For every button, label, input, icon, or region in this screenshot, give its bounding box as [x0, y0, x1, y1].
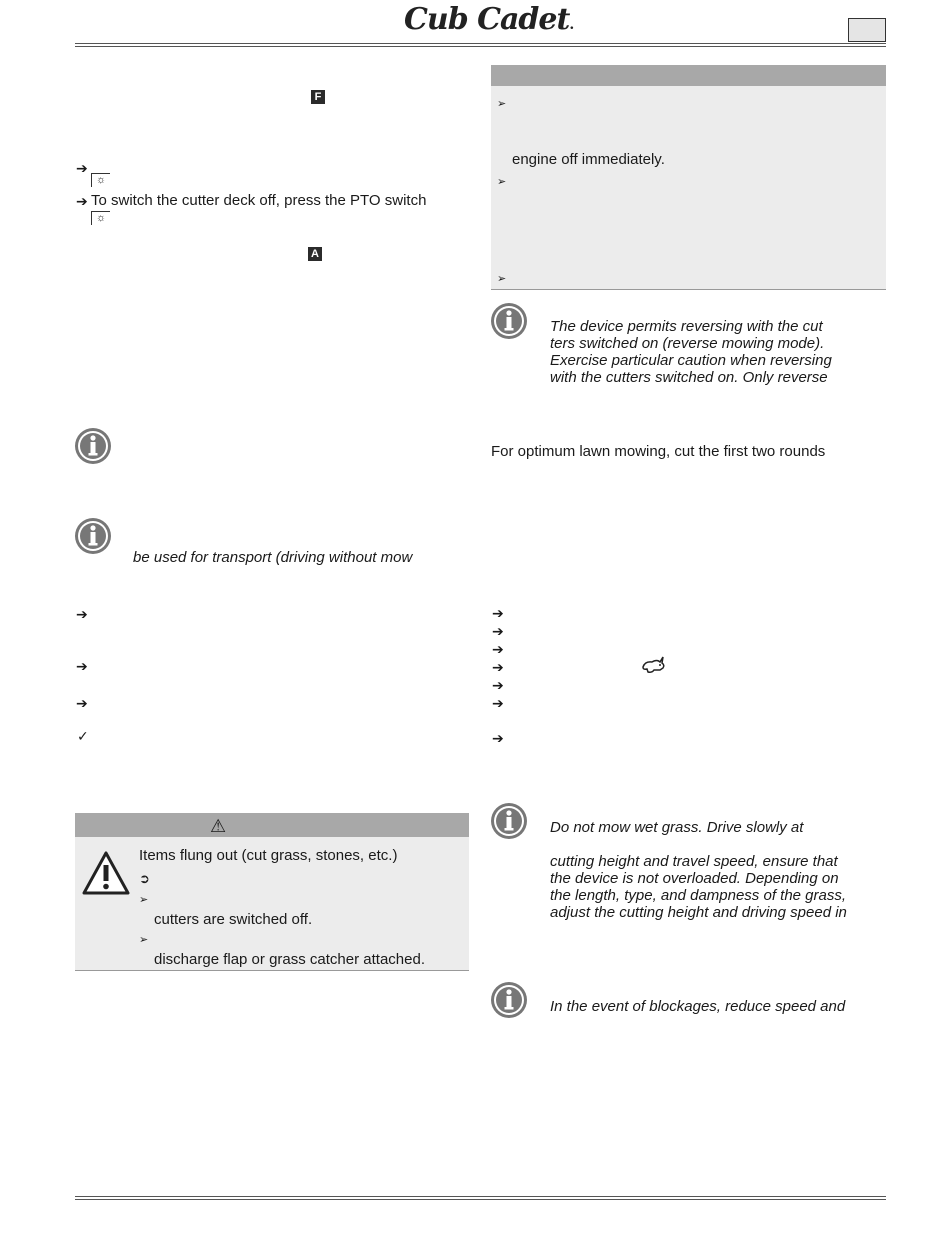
chevron-bullet: ➢ — [139, 894, 149, 906]
arrow-bullet: ➔ — [76, 658, 88, 674]
info-reverse-line4: with the cutters switched on. Only reverse — [550, 369, 828, 386]
arrow-bullet: ➔ — [76, 193, 88, 209]
chevron-bullet: ➢ — [139, 934, 149, 946]
switch-off-instruction: To switch the cutter deck off, press the PTO switch — [91, 192, 427, 209]
info-wet-grass-line3: the device is not overloaded. Depending on — [550, 870, 839, 887]
footer-rule — [75, 1196, 886, 1197]
info-wet-grass-line4: the length, type, and dampness of the grass, — [550, 887, 847, 904]
checkmark-result: ✓ — [77, 728, 89, 744]
arrow-bullet: ➔ — [492, 677, 504, 693]
mowing-paragraph: For optimum lawn mowing, cut the first two rounds — [491, 443, 826, 460]
info-wet-grass-line5: adjust the cutting height and driving speed in — [550, 904, 847, 921]
brand-logo: Cub Cadet. — [404, 2, 574, 37]
arrow-bullet: ➔ — [492, 641, 504, 657]
warning-triangle-icon: ⚠ — [210, 816, 227, 836]
warning-line-flung: Items flung out (cut grass, stones, etc.) — [139, 847, 398, 864]
arrow-bullet: ➔ — [76, 160, 88, 176]
caution-box — [491, 86, 886, 290]
warning-line-discharge: discharge flap or grass catcher attached. — [154, 951, 425, 968]
caution-engine-off: engine off immediately. — [512, 151, 665, 168]
info-icon — [74, 517, 112, 555]
arrow-bullet: ➔ — [492, 605, 504, 621]
chevron-bullet: ➢ — [497, 176, 507, 188]
arrow-bullet: ➔ — [492, 659, 504, 675]
info-reverse-line3: Exercise particular caution when reversing — [550, 352, 832, 369]
arrow-bullet: ➔ — [492, 623, 504, 639]
info-note-transport: be used for transport (driving without mow — [133, 549, 413, 566]
warning-triangle-icon — [82, 851, 130, 895]
label-f-box: F — [311, 90, 325, 104]
label-a-box: A — [308, 247, 322, 261]
warning-line-cutters-off: cutters are switched off. — [154, 911, 313, 928]
info-wet-grass-line1: Do not mow wet grass. Drive slowly at — [550, 819, 804, 836]
chevron-bullet: ➢ — [497, 273, 507, 285]
info-icon — [74, 427, 112, 465]
footer-rule-2 — [75, 1199, 886, 1200]
chevron-bullet: ➢ — [497, 98, 507, 110]
pto-switch-icon: ☼ — [91, 173, 110, 187]
arrow-bullet: ➔ — [76, 606, 88, 622]
page-number-box — [848, 18, 886, 42]
warning-header-bar — [75, 813, 469, 837]
caution-header-bar — [491, 65, 886, 86]
header-rule-2 — [75, 46, 886, 47]
info-blockages: In the event of blockages, reduce speed and — [550, 998, 846, 1015]
info-icon — [490, 981, 528, 1019]
info-reverse-line2: ters switched on (reverse mowing mode). — [550, 335, 825, 352]
arrow-bullet: ➔ — [76, 695, 88, 711]
info-icon — [490, 302, 528, 340]
header-rule — [75, 43, 886, 44]
arrow-bullet: ➔ — [492, 730, 504, 746]
rabbit-icon — [640, 653, 666, 675]
info-reverse-line1: The device permits reversing with the cut — [550, 318, 823, 335]
bullet-symbol: ➲ — [139, 871, 150, 886]
info-icon — [490, 802, 528, 840]
pto-switch-icon: ☼ — [91, 211, 110, 225]
arrow-bullet: ➔ — [492, 695, 504, 711]
info-wet-grass-line2: cutting height and travel speed, ensure that — [550, 853, 838, 870]
